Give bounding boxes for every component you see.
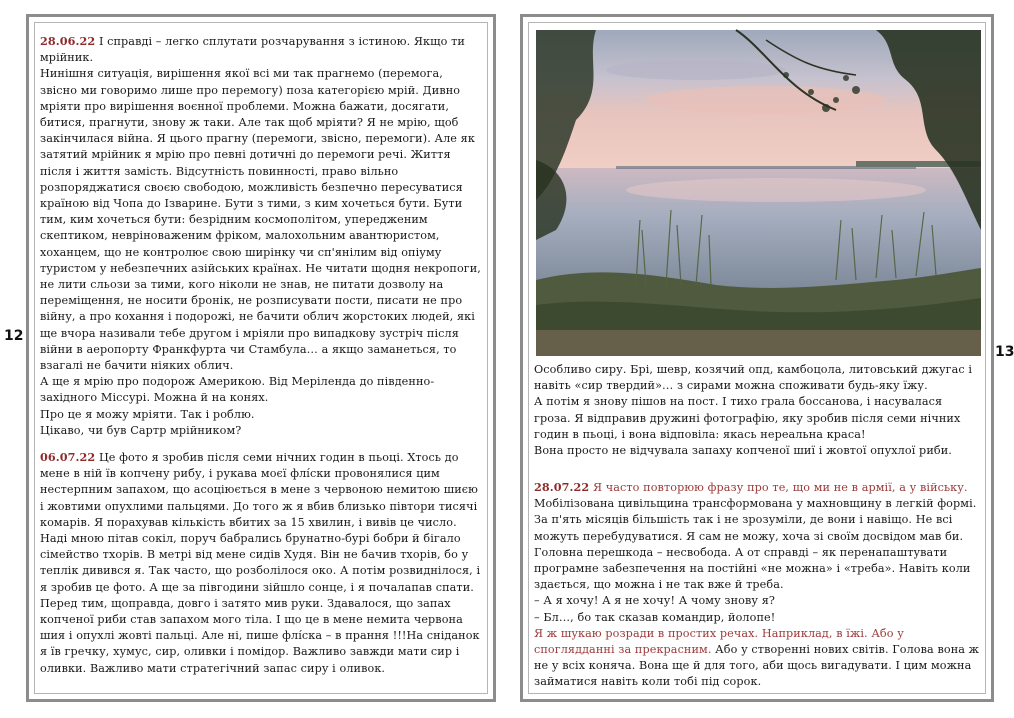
closing-text: Або у створенні нових світів. Голова вона ж не у всіх коняча. Вона ще й для того, аби щось вигадувати. І цим можна займатися навіть коли тобі під сорок.	[534, 643, 980, 689]
left-page	[26, 14, 496, 702]
entry-intro	[40, 33, 483, 66]
page-number-right: 13	[995, 344, 1014, 360]
entry-lead	[534, 479, 981, 496]
lake-sunset-photo	[536, 30, 981, 356]
entry-date: 28.07.22	[534, 480, 590, 494]
entry-paragraph: Цікаво, чи був Сартр мрійником?	[40, 423, 242, 437]
entry-continuation	[534, 362, 981, 459]
entry-body: Мобілізована цивільщина трансформована у махновщину в легкій формі. За п'ять місяців більшість так і не зрозуміли, де вони і навіщо. Не всі можуть перебудуватися. Я сам не можу, хоча зі своїм досвідом мав би. Головна перешкода – несвобода. А от справді – як перенапаштувати програмне забезпечення на постійні «не можна» і «треба». Навіть коли здається, що можна і не так вже й треба.	[534, 497, 977, 592]
entry-paragraph: А ще я мрію про подорож Америкою. Від Меріленда до південно-західного Міссурі. Можна й на конях.	[40, 375, 435, 405]
right-page	[520, 14, 994, 702]
highlighted-text: Я ж шукаю розради в простих речах. Наприклад, в їжі. Або у споглядданні за прекрасним.	[534, 626, 904, 657]
entry-paragraph: Про це я можу мріяти. Так і роблю.	[40, 407, 255, 421]
entry-28-06	[40, 33, 483, 439]
continuation-line: Особливо сиру. Брі, шевр, козячий опд, камбоцола, литовський джугас і навіть «сир твердий»… з сирами можна споживати будь-яку їжу.	[534, 363, 973, 393]
dialog-line: – А я хочу! А я не хочу! А чому знову я?	[534, 594, 776, 608]
entry-intro-text: І справді – легко сплутати розчарування з істиною. Якщо ти мрійник.	[40, 35, 465, 65]
entry-date: 06.07.22	[40, 450, 96, 464]
entry-body: Нинішня ситуація, вирішення якої всі ми так прагнемо (перемога, звісно ми говоримо лише про перемогу) поза категорією мрій. Дивно мріяти про вирішення воєнної проблеми. Можна бажати, досягати, битися, прагнути, знову ж таки. Але так щоб мріяти? Я не мрію, щоб закінчилася війна. Я цього прагну (перемоги, звісно, перемоги). Але як затятий мрійник я мрію про певні дотичні до перемоги речі. Життя після і життя замість. Відсутність повинності, право вільно розпоряджатися своєю свободою, можливість безпечно пересуватися країною від Чопа до Ізварине. Бути з тими, з ким хочеться бути. Бути тим, ким хочеться бути: безрідним космополітом, упередженим скептиком, невріноваженим фріком, малохольним авантюристом, хоханцем, що не контролює свою ширінку чи сп'янілим від опіуму туристом у небезпечних азійських країнах. Не читати щодня некропоги, не лити сльози за тими, кого ніколи не знав, не питати дозволу на переміщення, не носити бронік, не розписувати пости, писати не про війну, а про кохання і подорожі, не бачити облич жорстоких людей, які ще вчора називали тебе другом і мріяли про випадкову зустріч після війни в аеропорту Франкфурта чи Стамбула… а якщо заманеться, то взагалі не бачити ніяких облич.	[40, 67, 481, 373]
entry-body	[40, 449, 483, 677]
left-page-frame	[34, 22, 488, 694]
entry-28-07	[534, 479, 981, 691]
entry-date: 28.06.22	[40, 34, 96, 48]
dialog-line: – Бл…, бо так сказав командир, йолопе!	[534, 610, 776, 624]
continuation-line: А потім я знову пішов на пост. І тихо грала боссанова, і насувалася гроза. Я відправив дружині фотографію, яку зробив після семи нічних годин в пьоці, і вона відповіла: якась нереальна краса!	[534, 395, 961, 441]
right-page-frame	[528, 22, 986, 694]
continuation-line: Вона просто не відчувала запаху копченої шиї і жовтої опухлої риби.	[534, 444, 952, 458]
photo-illustration	[536, 30, 981, 356]
page-number-left: 12	[4, 328, 24, 344]
entry-lead-text: Я часто повторюю фразу про те, що ми не в армії, а у війську.	[589, 481, 968, 494]
entry-body-text: Це фото я зробив після семи нічних годин в пьоці. Хтось до мене в ній їв копчену рибу, і рукава моєї флíски провонялися цим нестерпним запахом, що асоціюється в мене з червоною немитою шиєю і жовтими опухлими пальцями. До того ж я вбив близько півтори тисячі комарів. Я порахував кількість вбитих за 15 хвилин, і вивів це число. Наді мною пітав сокіл, поруч бабрались брунатно-бурі бобри й бігало сімейство тхорів. В метрі від мене сидів Худя. Він не бачив тхорів, бо у теплік дивився я. Так часто, що розболілося око. А потім розвиднілося, і я зробив це фото. А ще за півгодини зійшло сонце, і я почалапав спати. Перед тим, щоправда, довго і затято мив руки. Здавалося, що запах копченої риби став запахом мого тіла. І що це в мене немита червона шия і опухлі жовті пальці. Але ні, пише флíска – в прання !!!На сніданок я їв гречку, хумус, сир, оливки і помідор. Важливо завжди мати сир і оливки. Важливо мати стратегічний запас сиру і оливок.	[40, 451, 481, 675]
entry-06-07	[40, 449, 483, 677]
entry-closing	[534, 626, 981, 691]
